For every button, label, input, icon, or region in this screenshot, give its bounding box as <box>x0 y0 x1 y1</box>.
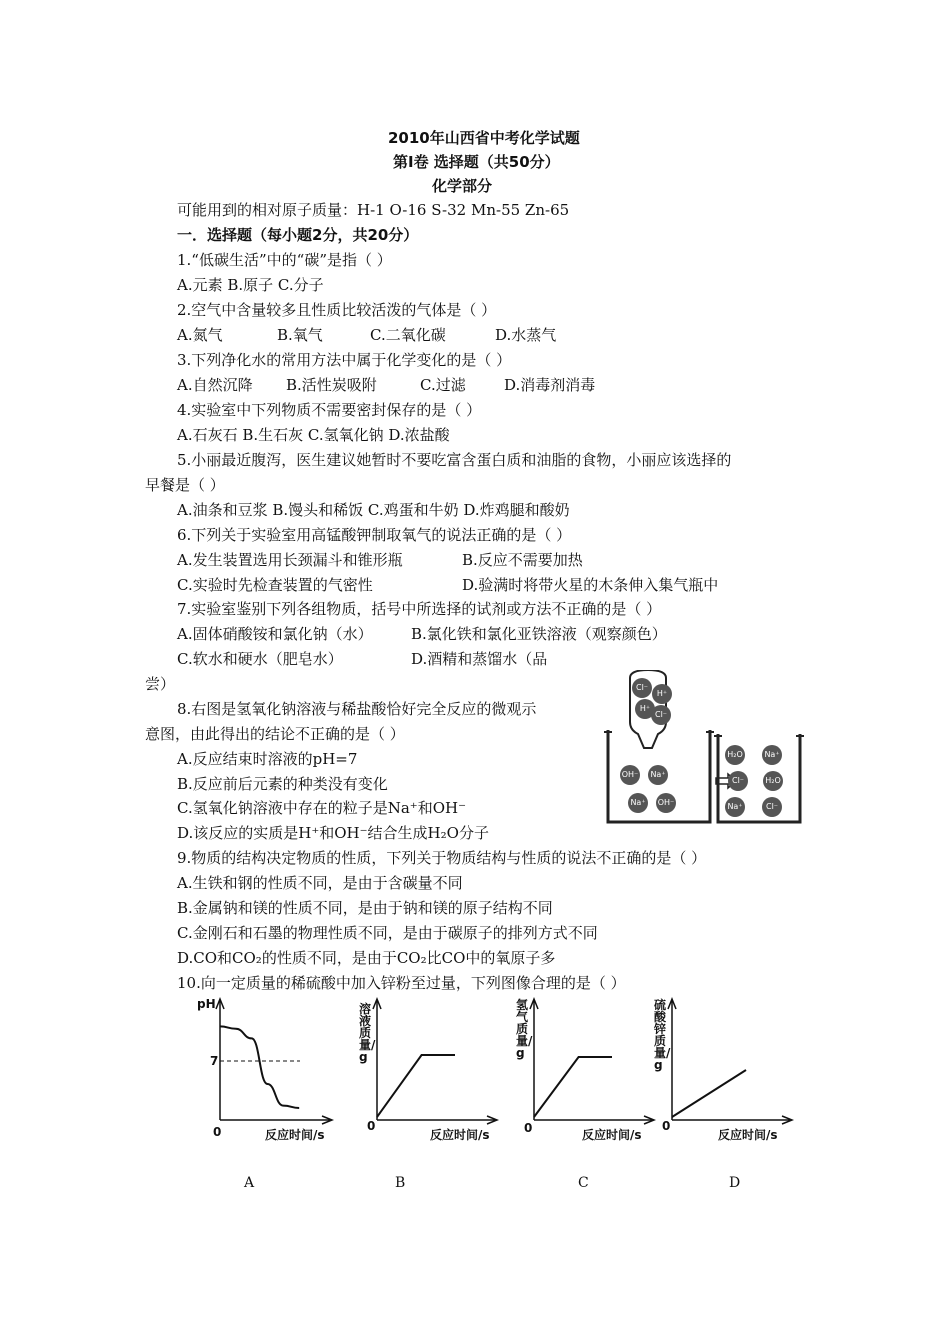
question-9-option-c: C.金刚石和石墨的物理性质不同，是由于碳原子的排列方式不同 <box>177 924 598 942</box>
chart-c <box>512 995 662 1145</box>
question-7-option-a: A.固体硝酸铵和氯化钠（水） <box>177 625 373 643</box>
chart-a-origin: 0 <box>213 1125 222 1139</box>
question-2-option-c: C.二氧化碳 <box>370 326 446 344</box>
chart-c-series-line <box>534 1057 612 1117</box>
chart-c-svg <box>512 995 662 1145</box>
ion-right-5: Na⁺ <box>725 797 745 817</box>
question-9: 9.物质的结构决定物质的性质，下列关于物质结构与性质的说法不正确的是（ ） <box>177 849 707 867</box>
question-3-option-c: C.过滤 <box>420 376 466 394</box>
chart-d-series-line <box>672 1070 746 1117</box>
question-3-option-b: B.活性炭吸附 <box>286 376 377 394</box>
question-3: 3.下列净化水的常用方法中属于化学变化的是（ ） <box>177 351 512 369</box>
chart-a-caption: A <box>244 1175 255 1191</box>
paper-subtitle: 第Ⅰ卷 选择题（共50分） <box>393 153 560 171</box>
question-9-option-b: B.金属钠和镁的性质不同，是由于钠和镁的原子结构不同 <box>177 899 553 917</box>
ion-top-2: H⁺ <box>652 684 672 704</box>
chart-d-xlabel: 反应时间/s <box>718 1128 778 1142</box>
ion-right-3: Cl⁻ <box>728 771 748 791</box>
question-9-option-a: A.生铁和钢的性质不同，是由于含碳量不同 <box>177 874 463 892</box>
chart-a-xlabel: 反应时间/s <box>265 1128 325 1142</box>
ion-left-3: Na⁺ <box>628 793 648 813</box>
chart-a-series-line <box>220 1026 299 1108</box>
ion-right-6: Cl⁻ <box>762 797 782 817</box>
question-7: 7.实验室鉴别下列各组物质，括号中所选择的试剂或方法不正确的是（ ） <box>177 600 662 618</box>
ion-top-4: Cl⁻ <box>651 705 671 725</box>
ion-right-2: Na⁺ <box>762 745 782 765</box>
question-6-option-d: D.验满时将带火星的木条伸入集气瓶中 <box>462 576 719 594</box>
question-6-option-a: A.发生装置选用长颈漏斗和锥形瓶 <box>177 551 403 569</box>
question-2-option-d: D.水蒸气 <box>495 326 557 344</box>
question-8-option-b: B.反应前后元素的种类没有变化 <box>177 775 388 793</box>
question-9-option-d: D.CO和CO₂的性质不同，是由于CO₂比CO中的氧原子多 <box>177 949 556 967</box>
chart-b-svg <box>355 995 505 1145</box>
chart-c-origin: 0 <box>524 1121 533 1135</box>
question-8-option-c: C.氢氧化钠溶液中存在的粒子是Na⁺和OH⁻ <box>177 799 466 817</box>
question-6: 6.下列关于实验室用高锰酸钾制取氧气的说法正确的是（ ） <box>177 526 572 544</box>
question-5: 5.小丽最近腹泻，医生建议她暂时不要吃富含蛋白质和油脂的食物，小丽应该选择的 <box>177 451 732 469</box>
question-8-cont: 意图，由此得出的结论不正确的是（ ） <box>145 725 405 743</box>
page-title: 2010年山西省中考化学试题 <box>388 129 580 147</box>
question-7-option-d: D.酒精和蒸馏水（品 <box>411 650 548 668</box>
question-8-option-d: D.该反应的实质是H⁺和OH⁻结合生成H₂O分子 <box>177 824 489 842</box>
part-heading: 一．选择题（每小题2分，共20分） <box>177 226 419 244</box>
question-10: 10.向一定质量的稀硫酸中加入锌粉至过量，下列图像合理的是（ ） <box>177 974 626 992</box>
question-3-option-d: D.消毒剂消毒 <box>504 376 596 394</box>
chart-d-caption: D <box>729 1175 741 1191</box>
question-8: 8.右图是氢氧化钠溶液与稀盐酸恰好完全反应的微观示 <box>177 700 537 718</box>
question-5-options: A.油条和豆浆 B.馒头和稀饭 C.鸡蛋和牛奶 D.炸鸡腿和酸奶 <box>177 501 570 519</box>
ion-left-4: OH⁻ <box>656 793 676 813</box>
question-7-option-d-cont: 尝） <box>145 675 176 693</box>
chart-d-origin: 0 <box>662 1119 671 1133</box>
ion-right-1: H₂O <box>725 745 745 765</box>
ion-left-1: OH⁻ <box>620 765 640 785</box>
question-3-option-a: A.自然沉降 <box>177 376 253 394</box>
question-1-options: A.元素 B.原子 C.分子 <box>177 276 324 294</box>
chart-b-caption: B <box>395 1175 406 1191</box>
chart-d <box>650 995 800 1145</box>
chart-c-xlabel: 反应时间/s <box>582 1128 642 1142</box>
chart-a <box>195 995 345 1145</box>
section-title: 化学部分 <box>432 177 493 195</box>
atomic-mass-line: 可能用到的相对原子质量：H-1 O-16 S-32 Mn-55 Zn-65 <box>177 201 570 219</box>
chart-b <box>355 995 505 1145</box>
ion-top-1: Cl⁻ <box>632 678 652 698</box>
question-2-option-a: A.氮气 <box>177 326 223 344</box>
chart-d-svg <box>650 995 800 1145</box>
question-4: 4.实验室中下列物质不需要密封保存的是（ ） <box>177 401 482 419</box>
question-6-option-c: C.实验时先检查装置的气密性 <box>177 576 373 594</box>
chart-c-caption: C <box>578 1175 589 1191</box>
question-2: 2.空气中含量较多且性质比较活泼的气体是（ ） <box>177 301 497 319</box>
question-7-option-b: B.氯化铁和氯化亚铁溶液（观察颜色） <box>411 625 667 643</box>
question-7-option-c: C.软水和硬水（肥皂水） <box>177 650 343 668</box>
chart-d-ylabel: 硫酸锌质量/g <box>654 998 671 1072</box>
question-1: 1.“低碳生活”中的“碳”是指（ ） <box>177 251 392 269</box>
chart-a-svg <box>195 995 345 1145</box>
question-6-option-b: B.反应不需要加热 <box>462 551 583 569</box>
question-5-cont: 早餐是（ ） <box>145 476 225 494</box>
question-2-option-b: B.氧气 <box>277 326 323 344</box>
chart-b-origin: 0 <box>367 1119 376 1133</box>
chart-a-ylabel: pH <box>197 997 216 1011</box>
chart-a-tick-7: 7 <box>210 1054 219 1068</box>
question-4-options: A.石灰石 B.生石灰 C.氢氧化钠 D.浓盐酸 <box>177 426 450 444</box>
question-8-option-a: A.反应结束时溶液的pH=7 <box>177 750 358 768</box>
ion-right-4: H₂O <box>763 771 783 791</box>
chart-b-series-line <box>377 1055 455 1117</box>
ion-top-3: H⁺ <box>635 699 655 719</box>
reaction-diagram <box>600 670 805 830</box>
chart-b-ylabel: 溶液质量/g <box>359 1002 376 1064</box>
chart-c-ylabel: 氢气质量/g <box>516 998 533 1060</box>
ion-left-2: Na⁺ <box>648 765 668 785</box>
chart-b-xlabel: 反应时间/s <box>430 1128 490 1142</box>
